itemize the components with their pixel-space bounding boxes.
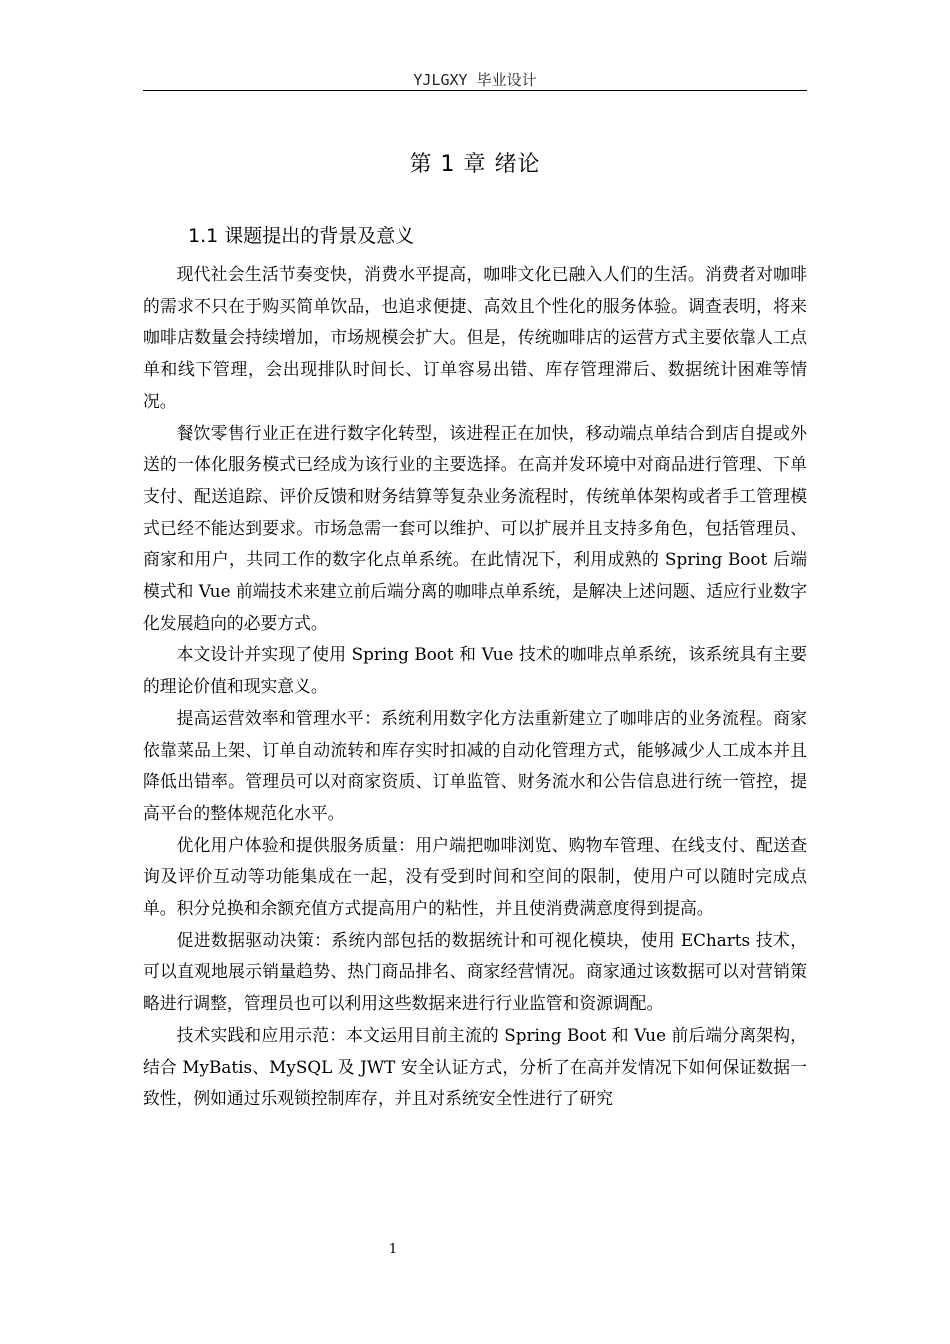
body-text	[143, 259, 807, 1115]
paragraph: 促进数据驱动决策：系统内部包括的数据统计和可视化模块，使用 ECharts 技术，可以直观地展示销量趋势、热门商品排名、商家经营情况。商家通过该数据可以对营销策略进行调整，管理员也可以利用这些数据来进行行业监管和资源调配。	[143, 929, 807, 1014]
page-number: 1	[388, 1242, 398, 1257]
paragraph: 餐饮零售行业正在进行数字化转型，该进程正在加快，移动端点单结合到店自提或外送的一体化服务模式已经成为该行业的主要选择。在高并发环境中对商品进行管理、下单支付、配送追踪、评价反馈和财务结算等复杂业务流程时，传统单体架构或者手工管理模式已经不能达到要求。市场急需一套可以维护、可以扩展并且支持多角色，包括管理员、商家和用户，共同工作的数字化点单系统。在此情况下，利用成熟的 Spring Boot 后端模式和 Vue 前端技术来建立前后端分离的咖啡点单系统，是解决上述问题、适应行业数字化发展趋向的必要方式。	[143, 422, 807, 633]
running-header: YJLGXY 毕业设计	[413, 71, 537, 89]
paragraph: 技术实践和应用示范：本文运用目前主流的 Spring Boot 和 Vue 前后端分离架构，结合 MyBatis、MySQL 及 JWT 安全认证方式，分析了在高并发情况下如何保证数据一致性，例如通过乐观锁控制库存，并且对系统安全性进行了研究	[143, 1024, 807, 1109]
chapter-title: 第 1 章 绪论	[409, 152, 541, 177]
paragraph: 本文设计并实现了使用 Spring Boot 和 Vue 技术的咖啡点单系统，该系统具有主要的理论价值和现实意义。	[143, 644, 807, 697]
paragraph: 优化用户体验和提供服务质量：用户端把咖啡浏览、购物车管理、在线支付、配送查询及评价互动等功能集成在一起，没有受到时间和空间的限制，使用户可以随时完成点单。积分兑换和余额充值方式提高用户的粘性，并且使消费满意度得到提高。	[143, 834, 807, 919]
section-title: 1.1 课题提出的背景及意义	[188, 225, 415, 247]
header-rule	[143, 90, 807, 91]
paragraph: 现代社会生活节奏变快，消费水平提高，咖啡文化已融入人们的生活。消费者对咖啡的需求不只在于购买简单饮品，也追求便捷、高效且个性化的服务体验。调查表明，将来咖啡店数量会持续增加，市场规模会扩大。但是，传统咖啡店的运营方式主要依靠人工点单和线下管理，会出现排队时间长、订单容易出错、库存管理滞后、数据统计困难等情况。	[143, 264, 807, 411]
paragraph: 提高运营效率和管理水平：系统利用数字化方法重新建立了咖啡店的业务流程。商家依靠菜品上架、订单自动流转和库存实时扣减的自动化管理方式，能够减少人工成本并且降低出错率。管理员可以对商家资质、订单监管、财务流水和公告信息进行统一管控，提高平台的整体规范化水平。	[143, 707, 807, 823]
